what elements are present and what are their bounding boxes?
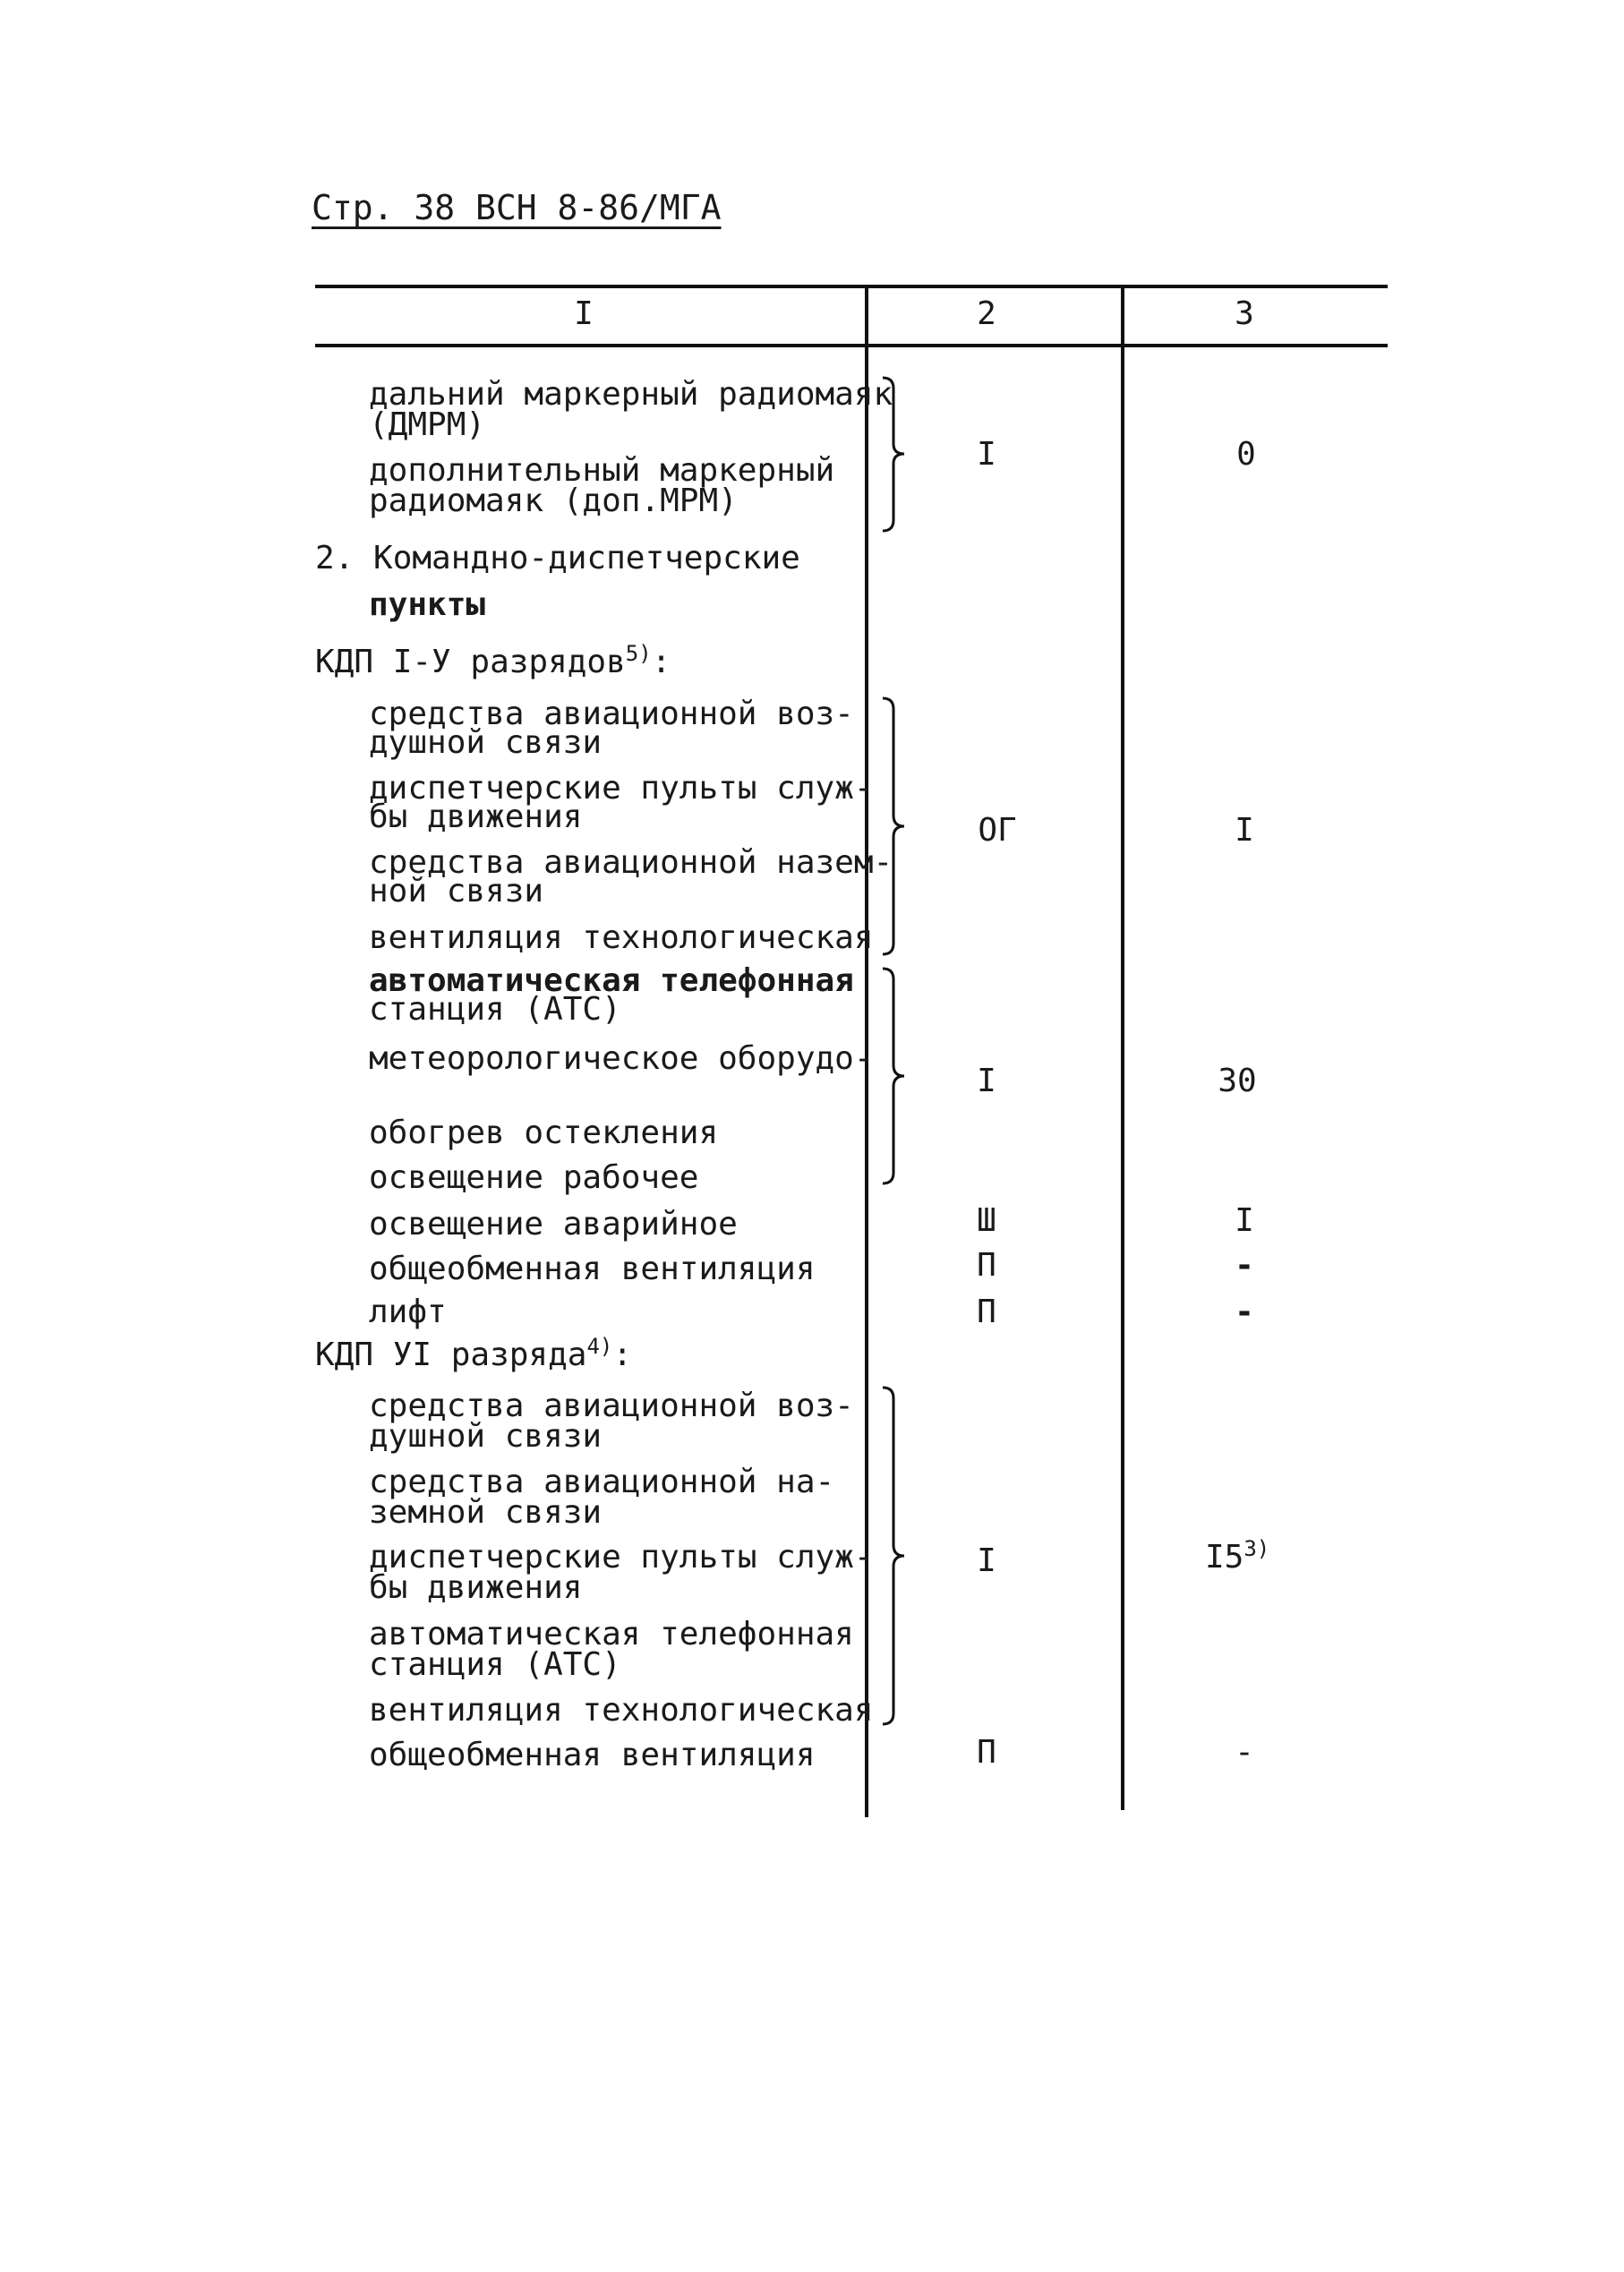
col-header-1: I	[574, 295, 594, 332]
row-b-ats-line2: станция (АТС)	[369, 1646, 621, 1683]
row-b-dps-line1: диспетчерские пульты служ-	[369, 1539, 874, 1576]
lift-col3: -	[1235, 1294, 1254, 1330]
b-obsh-vent-col3: -	[1235, 1734, 1254, 1771]
brace-group4	[881, 1386, 908, 1726]
group1-col2: I	[977, 436, 996, 473]
row-b-vent-tech: вентиляция технологическая	[369, 1692, 874, 1729]
row-dmrm-line1: дальний маркерный радиомаяк	[369, 376, 893, 413]
section-2-line1: 2. Командно-диспетчерские	[315, 540, 800, 577]
row-vent-tech: вентиляция технологическая	[369, 919, 874, 956]
row-b-avn-line2: земной связи	[369, 1494, 603, 1531]
row-obogrev: обогрев остекления	[369, 1115, 719, 1151]
row-osv-avar: освещение аварийное	[369, 1206, 738, 1243]
lift-col2: П	[977, 1294, 996, 1330]
col-header-2: 2	[977, 295, 996, 332]
row-dps-line1: диспетчерские пульты служ-	[369, 770, 874, 807]
row-avn-line2: ной связи	[369, 873, 544, 910]
group2-col3: I	[1235, 812, 1254, 849]
row-b-avv-line2: душной связи	[369, 1418, 603, 1455]
obsh-vent-col2: П	[977, 1247, 996, 1284]
row-b-avv-line1: средства авиационной воз-	[369, 1388, 854, 1424]
row-avn-line1: средства авиационной назем-	[369, 844, 893, 881]
col-header-3: 3	[1235, 295, 1254, 332]
brace-group1	[881, 376, 908, 533]
row-avv-line2: душной связи	[369, 724, 603, 761]
kdp1-label: КДП I-У разрядов$^{5)}$:	[315, 641, 671, 680]
row-obsh-vent: общеобменная вентиляция	[369, 1251, 816, 1287]
table-header-rule	[315, 344, 1388, 347]
row-b-ats-line1: автоматическая телефонная	[369, 1616, 854, 1653]
page-header: Стр. 38 ВСН 8-86/МГА	[312, 188, 722, 227]
brace-group3	[881, 967, 908, 1186]
row-meteo: метеорологическое оборудо-	[369, 1040, 874, 1077]
row-b-dps-line2: бы движения	[369, 1569, 583, 1606]
table-top-rule	[315, 285, 1388, 288]
group2-col2: ОГ	[978, 812, 1017, 849]
osv-avar-col2: Ш	[977, 1202, 996, 1239]
row-dop-line1: дополнительный маркерный	[369, 452, 835, 489]
brace-group2	[881, 696, 908, 956]
column-divider-2	[1121, 288, 1124, 1810]
row-b-avn-line1: средства авиационной на-	[369, 1464, 835, 1500]
row-lift: лифт	[369, 1294, 447, 1330]
row-ats-line2: станция (АТС)	[369, 991, 621, 1028]
section-2-line2: пункты	[369, 586, 486, 623]
row-ats-line1: автоматическая телефонная	[369, 962, 854, 999]
row-osv-rab: освещение рабочее	[369, 1159, 699, 1196]
osv-avar-col3: I	[1235, 1202, 1254, 1239]
group3-col2: I	[977, 1063, 996, 1099]
group4-col3: I5$^{3)}$	[1205, 1536, 1270, 1576]
obsh-vent-col3: -	[1235, 1247, 1254, 1284]
row-dmrm-line2: (ДМРМ)	[369, 406, 486, 443]
group1-col3: 0	[1236, 436, 1256, 473]
group4-col2: I	[977, 1542, 996, 1579]
b-obsh-vent-col2: П	[977, 1734, 996, 1771]
row-dop-line2: радиомаяк (доп.МРМ)	[369, 483, 738, 519]
row-b-obsh-vent: общеобменная вентиляция	[369, 1737, 816, 1773]
row-dps-line2: бы движения	[369, 799, 583, 835]
kdp6-label: КДП УI разряда$^{4)}$:	[315, 1334, 633, 1373]
group3-col3: 30	[1218, 1063, 1257, 1099]
row-avv-line1: средства авиационной воз-	[369, 696, 854, 732]
